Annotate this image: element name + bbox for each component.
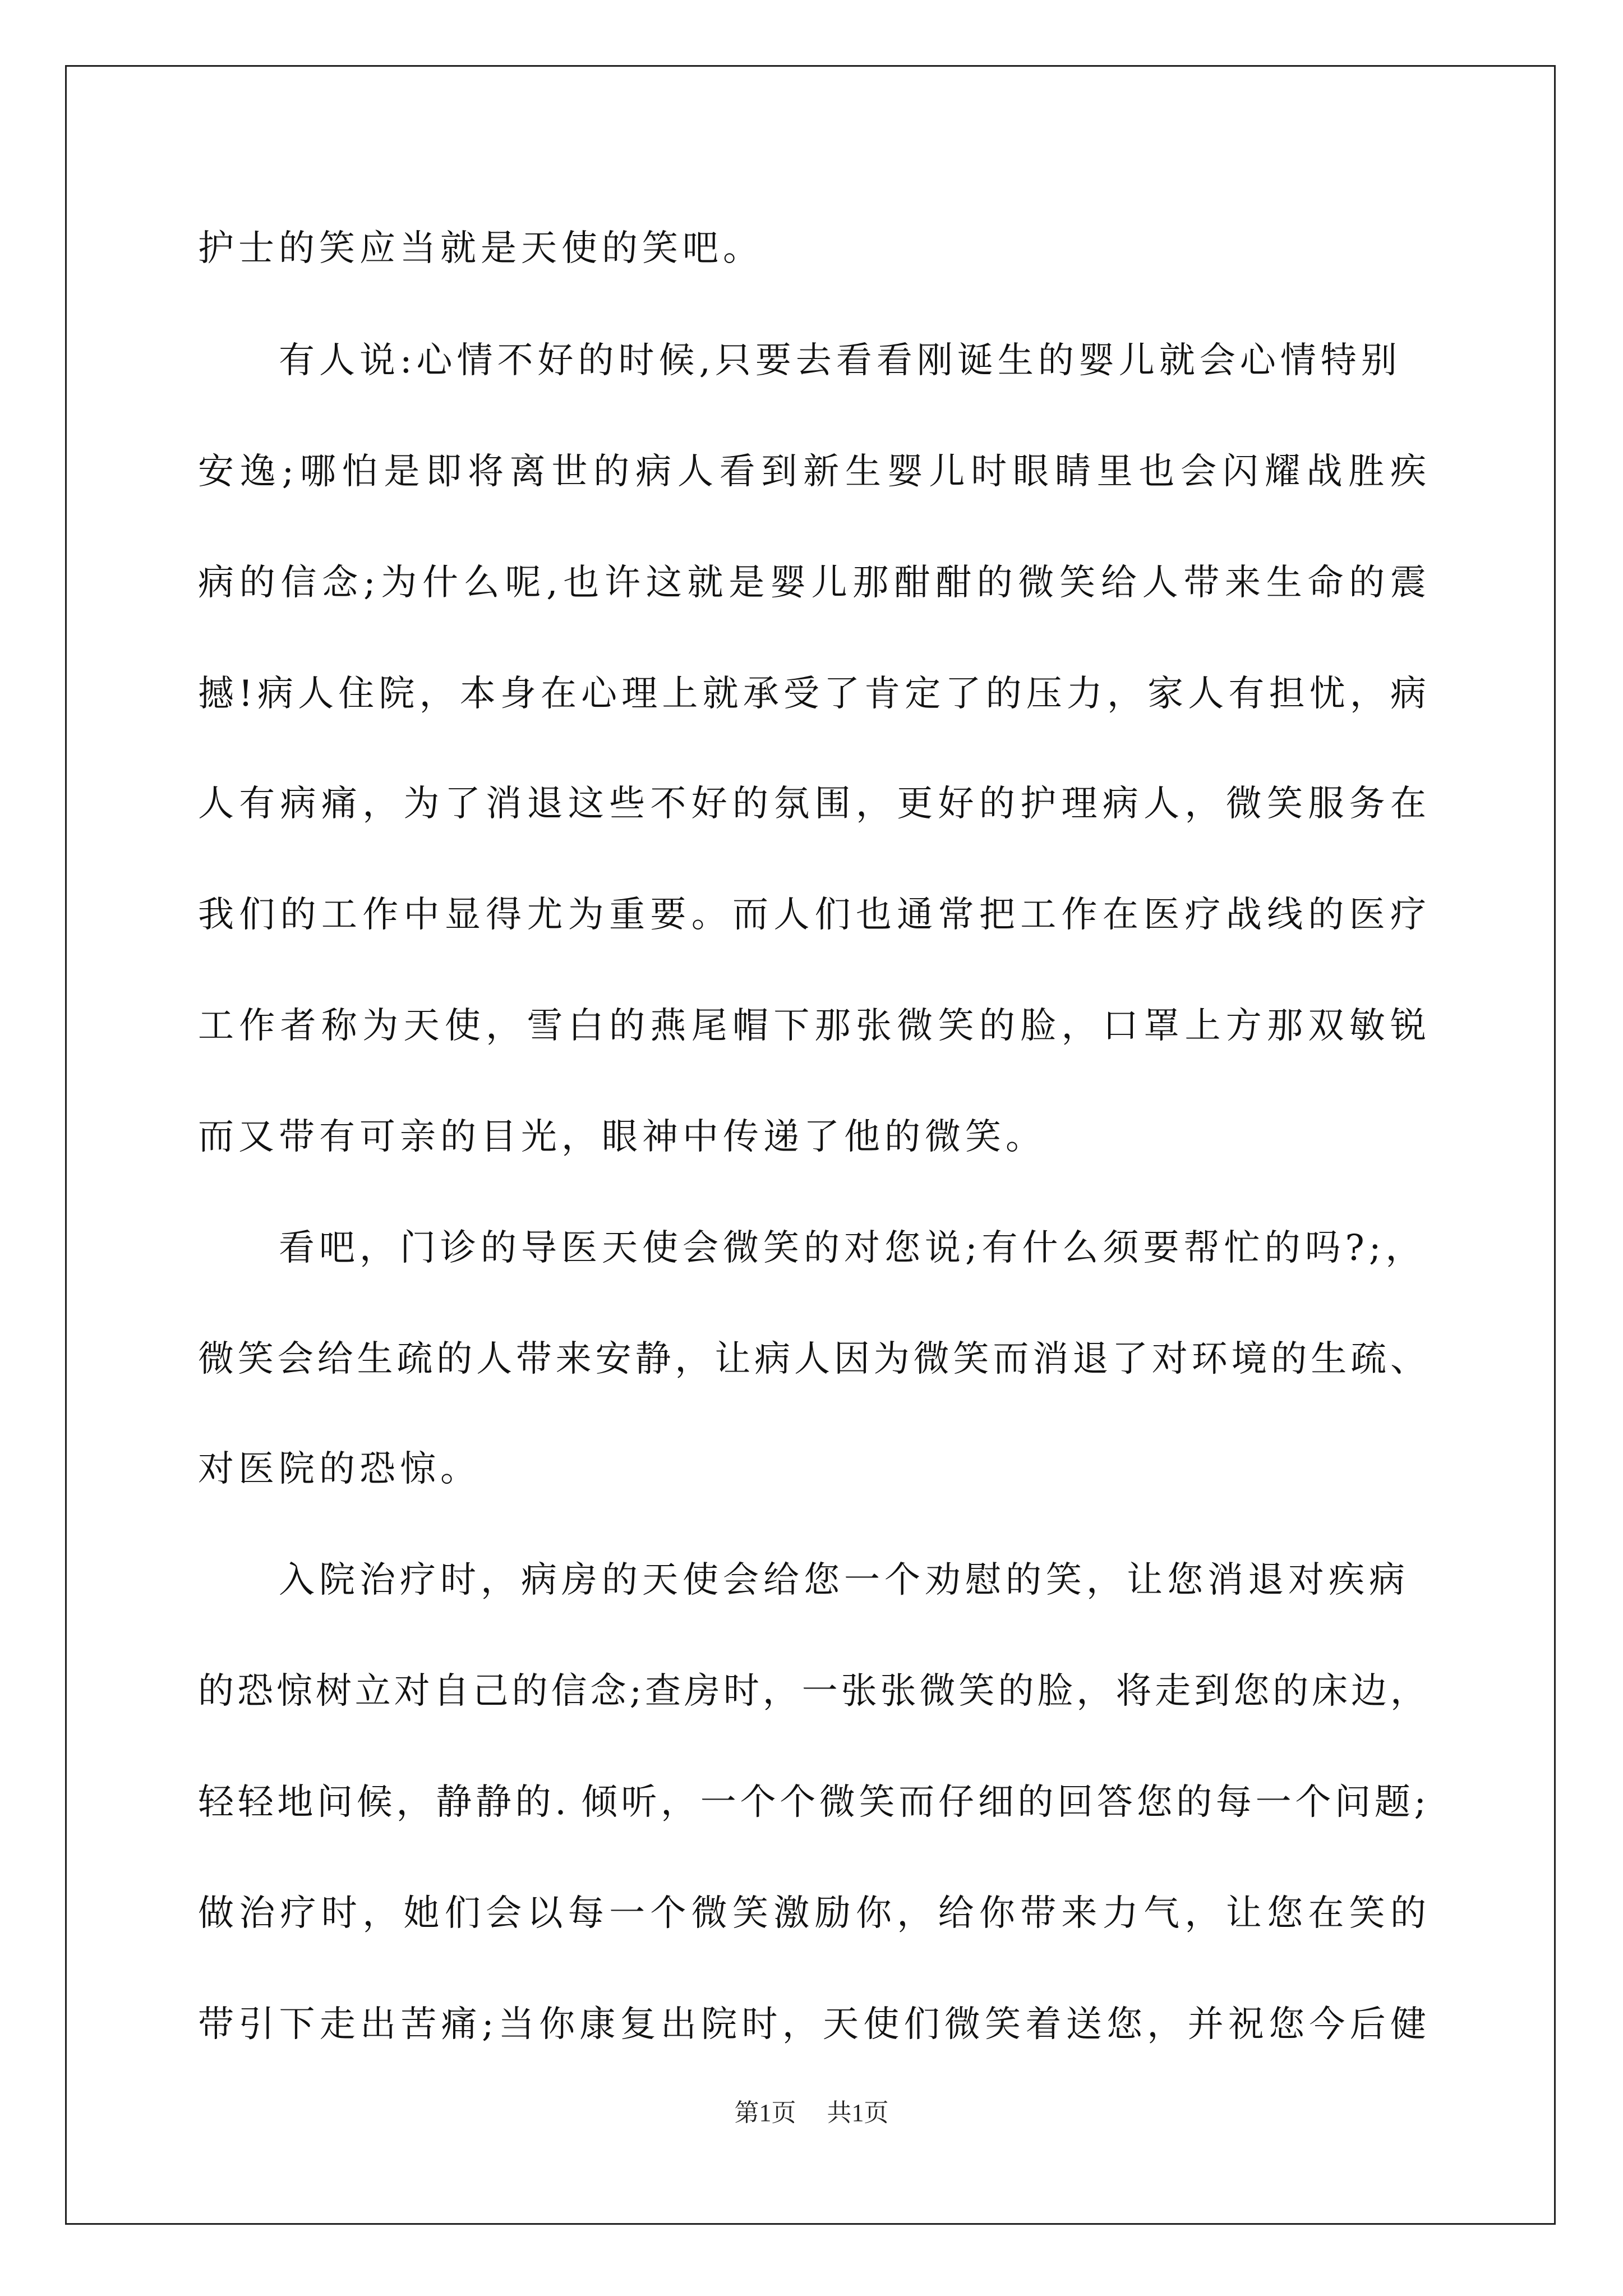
text-line: 做治疗时，她们会以每一个微笑激励你，给你带来力气，让您在笑的	[198, 1893, 1426, 1934]
page-footer	[0, 2092, 1623, 2128]
text-line: 带引下走出苦痛;当你康复出院时，天使们微笑着送您，并祝您今后健	[198, 2004, 1426, 2045]
text-line: 工作者称为天使，雪白的燕尾帽下那张微笑的脸，口罩上方那双敏锐	[198, 1005, 1426, 1047]
text-line: 人有病痛，为了消退这些不好的氛围，更好的护理病人，微笑服务在	[198, 783, 1426, 825]
text-line: 我们的工作中显得尤为重要。而人们也通常把工作在医疗战线的医疗	[198, 894, 1426, 936]
text-line: 的恐惊树立对自己的信念;查房时，一张张微笑的脸，将走到您的床边，	[198, 1671, 1426, 1712]
page-number: 第1页	[734, 2099, 796, 2127]
text-line: 轻轻地问候，静静的. 倾听，一个个微笑而仔细的回答您的每一个问题;	[198, 1782, 1426, 1823]
text-line: 入院治疗时，病房的天使会给您一个劝慰的笑，让您消退对疾病	[279, 1559, 1409, 1601]
text-line: 微笑会给生疏的人带来安静，让病人因为微笑而消退了对环境的生疏、	[198, 1338, 1426, 1380]
text-line: 护士的笑应当就是天使的笑吧。	[198, 228, 763, 269]
text-line: 病的信念;为什么呢,也许这就是婴儿那酣酣的微笑给人带来生命的震	[198, 562, 1426, 604]
text-line: 撼!病人住院，本身在心理上就承受了肯定了的压力，家人有担忧，病	[198, 673, 1426, 715]
page-total: 共1页	[827, 2099, 889, 2127]
text-line: 安逸;哪怕是即将离世的病人看到新生婴儿时眼睛里也会闪耀战胜疾	[198, 451, 1426, 493]
text-line: 看吧，门诊的导医天使会微笑的对您说;有什么须要帮忙的吗?;，	[279, 1227, 1426, 1269]
text-line: 而又带有可亲的目光，眼神中传递了他的微笑。	[198, 1116, 1046, 1158]
text-line: 有人说:心情不好的时候,只要去看看刚诞生的婴儿就会心情特别	[279, 340, 1401, 381]
text-line: 对医院的恐惊。	[198, 1448, 481, 1490]
